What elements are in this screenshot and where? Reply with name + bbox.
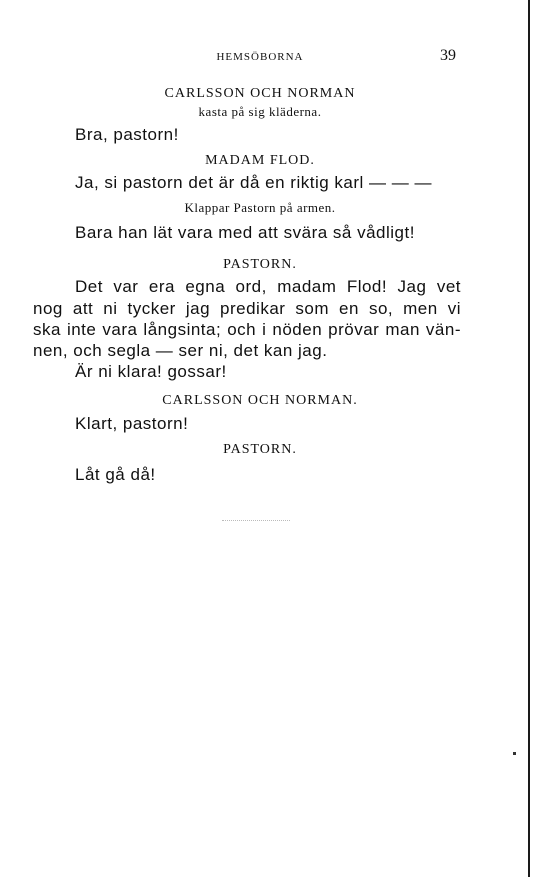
dialog-line: Är ni klara! gossar!: [75, 362, 227, 381]
speaker-carlsson-norman: CARLSSON OCH NORMAN: [164, 86, 356, 101]
dialog-line: Det var era egna ord, madam Flod! Jag vet: [75, 277, 461, 296]
speaker-madam-flod: MADAM FLOD.: [205, 153, 315, 168]
speaker-pastorn: PASTORN.: [223, 257, 297, 272]
dialog-line: nen, och segla — ser ni, det kan jag.: [33, 341, 328, 360]
running-head: HEMSÖBORNA: [216, 51, 304, 63]
dialog-line: Klart, pastorn!: [75, 414, 189, 433]
page-edge: [528, 0, 530, 877]
dialog-line: ska inte vara långsinta; och i nöden prövar man vän-: [33, 320, 461, 339]
dialog-line: Låt gå då!: [75, 465, 156, 484]
dialog-line: Ja, si pastorn det är då en riktig karl — — —: [75, 173, 432, 192]
dialog-line: Bra, pastorn!: [75, 125, 179, 144]
dialog-line: Bara han lät vara med att svära så vådligt!: [75, 223, 415, 242]
edge-mark: [513, 752, 516, 755]
dialog-line: nog att ni tycker jag predikar som en so, men vi: [33, 299, 461, 318]
speaker-carlsson-norman: CARLSSON OCH NORMAN.: [162, 393, 358, 408]
end-rule: [222, 520, 290, 521]
stage-direction: Klappar Pastorn på armen.: [184, 200, 336, 215]
stage-direction: kasta på sig kläderna.: [198, 104, 322, 119]
speaker-pastorn: PASTORN.: [223, 442, 297, 457]
page-number: 39: [440, 47, 456, 64]
